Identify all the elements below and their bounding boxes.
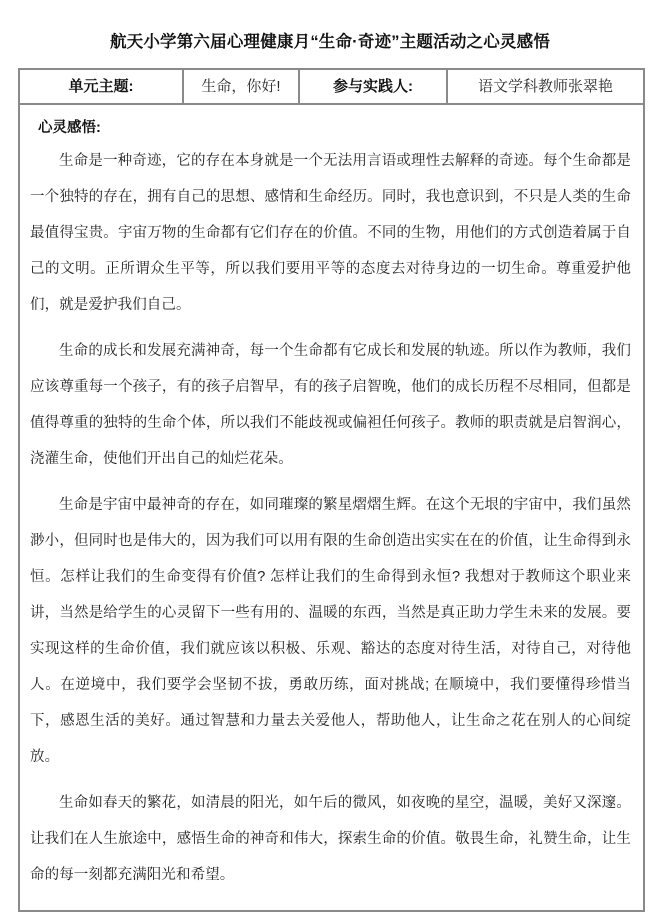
reflection-paragraph: 生命是宇宙中最神奇的存在，如同璀璨的繁星熠熠生辉。在这个无垠的宇宙中，我们虽然渺小，但同时也是伟大的，因为我们可以用有限的生命创造出实实在在的价值，让生命得到永恒。怎样让我们的生命变得有价值? 怎样让我们的生命得到永恒? 我想对于教师这个职业来讲，当然是给学生的心灵留下一些有用的、温暖的东西，当然是真正助力学生未来的发展。要实现这样的生命价值，我们就应该以积极、乐观、豁达的态度对待生活，对待自己，对待他人。在逆境中，我们要学会坚韧不拔，勇敢历练，面对挑战; 在顺境中，我们要懂得珍惜当下，感恩生活的美好。通过智慧和力量去关爱他人，帮助他人，让生命之花在别人的心间绽放。 [30, 497, 631, 765]
reflection-paragraph: 生命的成长和发展充满神奇，每一个生命都有它成长和发展的轨迹。所以作为教师，我们应该尊重每一个孩子，有的孩子启智早，有的孩子启智晚，他们的成长历程不尽相同，但都是值得尊重的独特的生命个体，所以我们不能歧视或偏袒任何孩子。教师的职责就是启智润心，浇灌生命，使他们开出自己的灿烂花朵。 [30, 343, 631, 467]
section-label: 心灵感悟: [38, 120, 101, 136]
page-title: 航天小学第六届心理健康月“生命·奇迹”主题活动之心灵感悟 [109, 33, 551, 51]
participant-value-cell: 语文学科教师张翠艳 [477, 77, 613, 95]
reflection-paragraph: 生命如春天的繁花，如清晨的阳光，如午后的微风，如夜晚的星空，温暖，美好又深邃。让我们在人生旅途中，感悟生命的神奇和伟大，探索生命的价值。敬畏生命，礼赞生命，让生命的每一刻都充满阳光和希望。 [30, 795, 631, 883]
unit-theme-value-cell: 生命，你好! [184, 70, 300, 103]
participant-label-cell: 参与实践人: [300, 70, 448, 103]
table-header-row [20, 70, 643, 105]
content-table [18, 68, 645, 912]
reflection-paragraph: 生命是一种奇迹，它的存在本身就是一个无法用言语或理性去解释的奇迹。每个生命都是一个独特的存在，拥有自己的思想、感情和生命经历。同时，我也意识到，不只是人类的生命最值得宝贵。宇宙万物的生命都有它们存在的价值。不同的生物，用他们的方式创造着属于自己的文明。正所谓众生平等，所以我们要用平等的态度去对待身边的一切生命。尊重爱护他们，就是爱护我们自己。 [30, 153, 631, 313]
unit-theme-label-cell: 单元主题: [20, 70, 184, 103]
reflection-body-cell [20, 105, 643, 911]
